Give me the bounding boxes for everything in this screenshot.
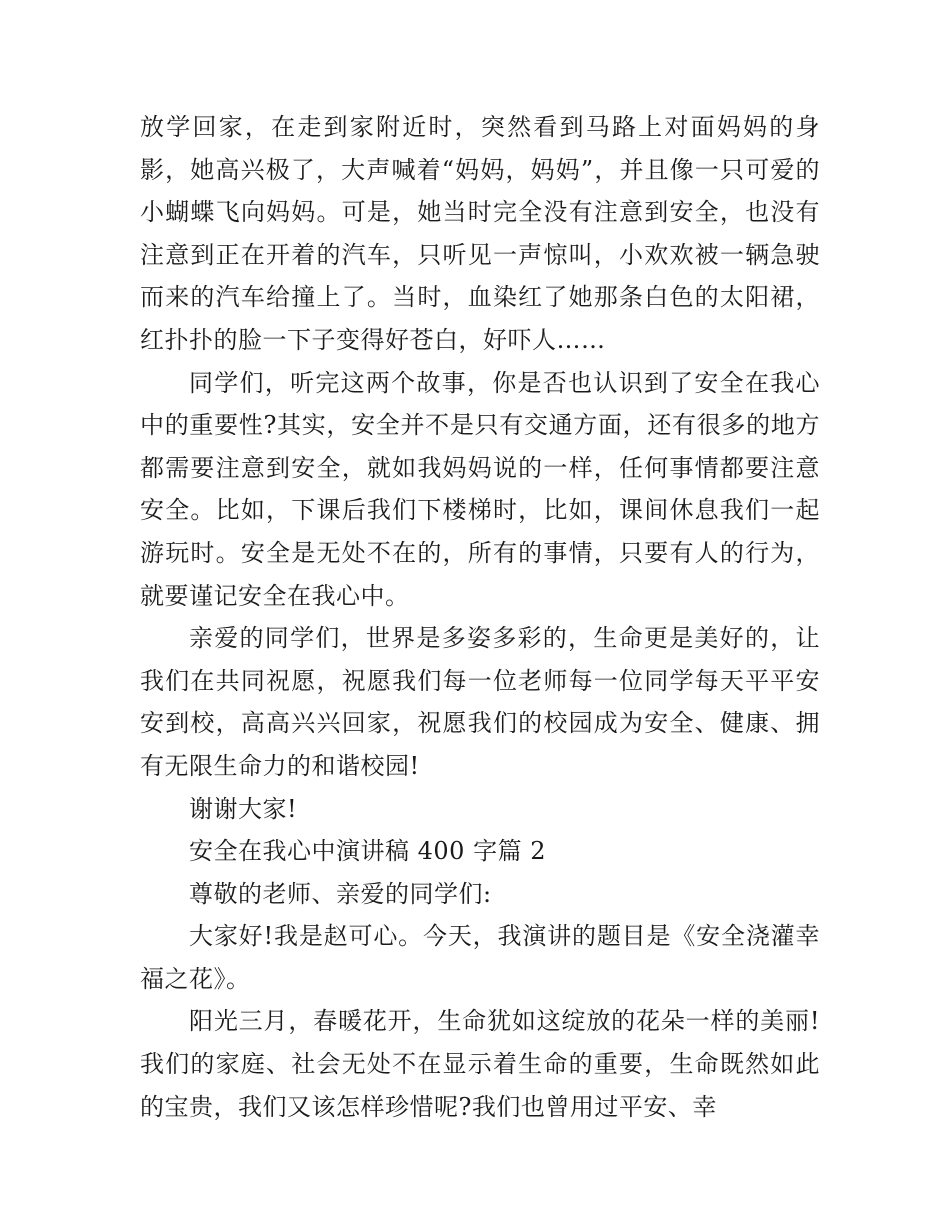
paragraph-1: 放学回家，在走到家附近时，突然看到马路上对面妈妈的身影，她高兴极了，大声喊着“妈妈，妈妈”，并且像一只可爱的小蝴蝶飞向妈妈。可是，她当时完全没有注意到安全，也没有注意到正在开着的汽车，只听见一声惊叫，小欢欢被一辆急驶而来的汽车给撞上了。当时，血染红了她那条白色的太阳裙，红扑扑的脸一下子变得好苍白，好吓人……: [140, 113, 820, 354]
paragraph-3: 亲爱的同学们，世界是多姿多彩的，生命更是美好的，让我们在共同祝愿，祝愿我们每一位老师每一位同学每天平平安安到校，高高兴兴回家，祝愿我们的校园成为安全、健康、拥有无限生命力的和谐校园!: [140, 624, 820, 780]
document-body: [140, 106, 820, 1128]
salutation: 尊敬的老师、亲爱的同学们:: [189, 879, 492, 908]
paragraph-4: 谢谢大家!: [189, 794, 298, 823]
section-heading: 安全在我心中演讲稿 400 字篇 2: [189, 837, 546, 866]
paragraph-8: 阳光三月，春暖花开，生命犹如这绽放的花朵一样的美丽!我们的家庭、社会无处不在显示着生命的重要，生命既然如此的宝贵，我们又该怎样珍惜呢?我们也曾用过平安、幸: [140, 1007, 820, 1121]
paragraph-2: 同学们，听完这两个故事，你是否也认识到了安全在我心中的重要性?其实，安全并不是只有交通方面，还有很多的地方都需要注意到安全，就如我妈妈说的一样，任何事情都要注意安全。比如，下课后我们下楼梯时，比如，课间休息我们一起游玩时。安全是无处不在的，所有的事情，只要有人的行为，就要谨记安全在我心中。: [140, 368, 820, 610]
paragraph-7: 大家好!我是赵可心。今天，我演讲的题目是《安全浇灌幸福之花》。: [140, 922, 820, 993]
